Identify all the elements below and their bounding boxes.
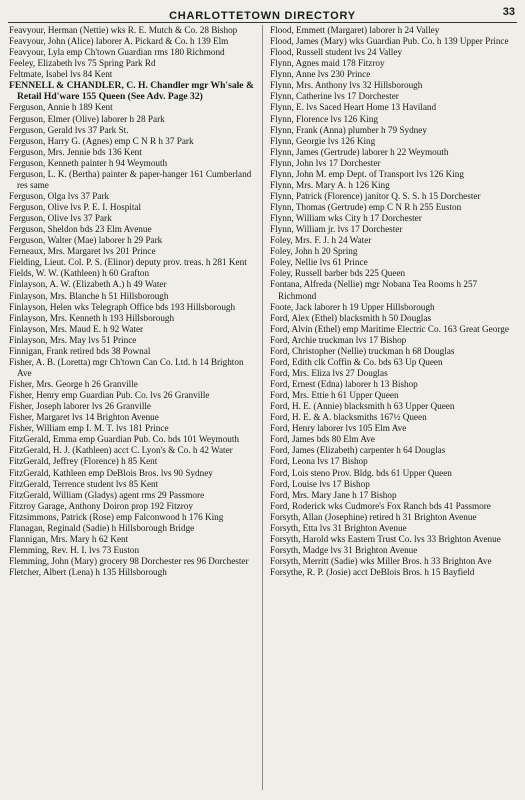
directory-entry: Ford, Mrs. Ettie h 61 Upper Queen [270, 390, 399, 401]
directory-entry: Flood, James (Mary) wks Guardian Pub. Co. h 139 Upper Prince [270, 36, 509, 47]
directory-entry: Feltmate, Isabel lvs 84 Kent [9, 69, 113, 80]
directory-entry: Flynn, Anne lvs 230 Prince [270, 69, 371, 80]
directory-entry: Flood, Russell student lvs 24 Valley [270, 47, 403, 58]
directory-entry: Finlayson, A. W. (Elizabeth A.) h 49 Water [9, 279, 167, 290]
directory-entry: Ferneaux, Mrs. Margaret lvs 201 Prince [9, 246, 156, 257]
directory-entry: FitzGerald, William (Gladys) agent rms 29 Passmore [9, 489, 205, 500]
directory-entry: Flynn, Georgie lvs 126 King [270, 135, 376, 146]
directory-entry: Forsyth, Harold wks Eastern Trust Co. lvs 33 Brighton Avenue [270, 533, 501, 544]
directory-entry: Ferguson, Harry G. (Agnes) emp C N R h 37 Park [9, 135, 194, 146]
directory-entry: Flood, Emmett (Margaret) laborer h 24 Valley [270, 25, 440, 35]
directory-entry: Ferguson, Olga lvs 37 Park [9, 190, 110, 201]
directory-entry: Flemming, John (Mary) grocery 98 Dorchester res 96 Dorchester [9, 556, 249, 566]
header-rule [8, 22, 517, 23]
directory-entry: Fisher, William emp I. M. T. lvs 181 Prince [9, 423, 169, 434]
directory-entry: Flynn, James (Gertrude) laborer h 22 Weymouth [270, 146, 449, 157]
directory-entry: Forsyth, Madge lvs 31 Brighton Avenue [270, 544, 418, 555]
directory-entry: Fitzroy Garage, Anthony Doiron prop 192 Fitzroy [9, 500, 193, 511]
directory-entry: Ferguson, Annie h 189 Kent [9, 102, 113, 113]
directory-entry: FitzGerald, H. J. (Kathleen) acct C. Lyon's & Co. h 42 Water [9, 445, 233, 456]
directory-entry: Feeley, Elizabeth lvs 75 Spring Park Rd [9, 58, 156, 69]
directory-entry: Flynn, E. lvs Saced Heart Home 13 Haviland [270, 102, 437, 113]
directory-entry: Fisher, Henry emp Guardian Pub. Co. lvs 26 Granville [9, 390, 210, 401]
directory-entry: Flynn, Florence lvs 126 King [270, 113, 378, 124]
directory-entry: Ford, Alex (Ethel) blacksmith h 50 Douglas [270, 312, 432, 323]
directory-entry: Fisher, A. B. (Loretta) mgr Ch'town Can Co. Ltd. h 14 Brighton Ave [9, 356, 244, 378]
directory-entry: Ford, Lois steno Prov. Bldg. bds 61 Upper Queen [270, 467, 452, 478]
directory-entry: Flynn, William jr. lvs 17 Dorchester [270, 224, 403, 235]
directory-entry: Ford, Louise lvs 17 Bishop [270, 478, 370, 489]
directory-entry: Foley, Russell barber bds 225 Queen [270, 268, 406, 279]
directory-entry: Ford, Christopher (Nellie) truckman h 68 Douglas [270, 345, 455, 356]
directory-entry: Flynn, Agnes maid 178 Fitzroy [270, 58, 385, 69]
directory-entry: Ferguson, L. K. (Bertha) painter & paper-hanger 161 Cumberland res same [9, 168, 252, 190]
directory-entry: FitzGerald, Emma emp Guardian Pub. Co. bds 101 Weymouth [9, 434, 240, 445]
directory-entry: Forsyth, Etta lvs 31 Brighton Avenue [270, 522, 407, 533]
directory-entry: Fletcher, Albert (Lena) h 135 Hillsborough [9, 567, 167, 578]
directory-entry: Finlayson, Mrs. Kenneth h 193 Hillsborough [9, 312, 175, 323]
directory-entry: Ford, Archie truckman lvs 17 Bishop [270, 334, 407, 345]
directory-entry: Ford, Edith clk Coffin & Co. bds 63 Up Queen [270, 356, 443, 367]
directory-entry: Ford, Alvin (Ethel) emp Maritime Electric Co. 163 Great George [270, 323, 509, 334]
directory-entry: Ferguson, Olive lvs P. E. I. Hospital [9, 202, 142, 212]
directory-entry: Ford, Roderick wks Cudmore's Fox Ranch bds 41 Passmore [270, 500, 491, 511]
directory-entry: Flemming, Rev. H. I. lvs 73 Euston [9, 544, 140, 555]
directory-entry: Ford, James bds 80 Elm Ave [270, 434, 375, 445]
directory-entry: Flynn, John M. emp Dept. of Transport lvs 126 King [270, 168, 464, 179]
page-number: 33 [502, 6, 515, 18]
directory-entry: Flynn, John lvs 17 Dorchester [270, 157, 381, 168]
directory-entry: Ferguson, Olive lvs 37 Park [9, 213, 112, 224]
directory-entry: Ferguson, Kenneth painter h 94 Weymouth [9, 157, 168, 168]
directory-entry: Foley, Mrs. F. J. h 24 Water [270, 235, 372, 246]
directory-entry: Finlayson, Mrs. May lvs 51 Prince [9, 334, 137, 345]
page-header [8, 6, 517, 20]
directory-entry: Flynn, Mrs. Mary A. h 126 King [270, 179, 390, 190]
directory-entry: Feavyour, Herman (Nettie) wks R. E. Mutch & Co. 28 Bishop [9, 25, 238, 35]
directory-entry: Finlayson, Mrs. Blanche h 51 Hillsborough [9, 290, 169, 301]
directory-entry: Fielding, Lieut. Col. P. S. (Elinor) deputy prov. treas. h 281 Kent [9, 257, 247, 268]
directory-entry: Ferguson, Sheldon bds 23 Elm Avenue [9, 224, 152, 235]
directory-entry: Flynn, Thomas (Gertrude) emp C N R h 255 Euston [270, 202, 462, 212]
directory-entry: Ford, Mrs. Eliza lvs 27 Douglas [270, 367, 388, 378]
directory-entry: FitzGerald, Jeffrey (Florence) h 85 Kent [9, 456, 158, 467]
directory-entry: Ford, Leona lvs 17 Bishop [270, 456, 368, 467]
directory-entry: Fields, W. W. (Kathleen) h 60 Grafton [9, 268, 150, 279]
directory-entry: Ford, James (Elizabeth) carpenter h 64 Douglas [270, 445, 446, 456]
directory-entry: FitzGerald, Kathleen emp DeBlois Bros. lvs 90 Sydney [9, 467, 213, 478]
directory-entry: Ferguson, Walter (Mae) laborer h 29 Park [9, 235, 163, 246]
directory-entry: Flynn, Catherine lvs 17 Dorchester [270, 91, 399, 102]
column-divider [262, 25, 263, 790]
directory-entry: Ford, H. E. & A. blacksmiths 167½ Queen [270, 412, 427, 423]
directory-entry: Ferguson, Mrs. Jennie bds 136 Kent [9, 146, 142, 157]
directory-entry: Feavyour, John (Alice) laborer A. Pickard & Co. h 139 Elm [9, 36, 229, 47]
directory-entry: Flynn, William wks City h 17 Dorchester [270, 213, 422, 224]
directory-entry: Foley, John h 20 Spring [270, 246, 358, 257]
left-column [9, 25, 256, 578]
directory-entry: Flannigan, Mrs. Mary h 62 Kent [9, 533, 129, 544]
directory-entry: Ferguson, Gerald lvs 37 Park St. [9, 124, 129, 135]
directory-entry: Finlayson, Mrs. Maud E. h 92 Water [9, 323, 144, 334]
directory-entry: Finlayson, Helen wks Telegraph Office bds 193 Hillsborough [9, 301, 236, 312]
directory-entry: Flynn, Patrick (Florence) janitor Q. S. S. h 15 Dorchester [270, 190, 481, 201]
directory-entry: Fisher, Margaret lvs 14 Brighton Avenue [9, 412, 159, 423]
directory-entry: Flynn, Mrs. Anthony lvs 32 Hillsborough [270, 80, 423, 91]
directory-entry: Fontana, Alfreda (Nellie) mgr Nobana Tea Rooms h 257 Richmond [270, 279, 478, 301]
directory-entry: Fisher, Mrs. George h 26 Granville [9, 379, 138, 389]
directory-entry: Forsyth, Allan (Josephine) retired h 31 Brighton Avenue [270, 511, 477, 522]
directory-entry: Feavyour, Lyla emp Ch'town Guardian rms 180 Richmond [9, 47, 225, 58]
directory-entry: Finnigan, Frank retired bds 38 Pownal [9, 345, 151, 356]
directory-entry: Ford, H. E. (Annie) blacksmith h 63 Upper Queen [270, 401, 455, 412]
directory-entry: Forsyth, Merritt (Sadie) wks Miller Bros. h 33 Brighton Ave [270, 556, 492, 566]
running-title: CHARLOTTETOWN DIRECTORY [169, 10, 356, 22]
directory-entry: FitzGerald, Terrence student lvs 85 Kent [9, 478, 159, 489]
directory-entry: FENNELL & CHANDLER, C. H. Chandler mgr Wh'sale & Retail Hd'ware 155 Queen (See Adv. Page 32) [9, 80, 254, 103]
right-column [270, 25, 517, 578]
directory-entry: Forsythe, R. P. (Josie) acct DeBlois Bros. h 15 Bayfield [270, 567, 475, 578]
directory-entry: Fisher, Joseph laborer lvs 26 Granville [9, 401, 152, 412]
directory-entry: Foote, Jack laborer h 19 Upper Hillsborough [270, 301, 435, 312]
directory-entry: Ford, Mrs. Mary Jane h 17 Bishop [270, 489, 397, 500]
directory-entry: Fitzsimmons, Patrick (Rose) emp Falconwood h 176 King [9, 511, 224, 522]
directory-entry: Ferguson, Elmer (Olive) laborer h 28 Park [9, 113, 165, 124]
directory-entry: Ford, Henry laborer lvs 105 Elm Ave [270, 423, 407, 434]
directory-entry: Flynn, Frank (Anna) plumber h 79 Sydney [270, 124, 427, 135]
directory-entry: Flanagan, Reginald (Sadie) h Hillsborough Bridge [9, 522, 195, 533]
directory-entry: Ford, Ernest (Edna) laborer h 13 Bishop [270, 379, 418, 389]
directory-entry: Foley, Nellie lvs 61 Prince [270, 257, 368, 268]
